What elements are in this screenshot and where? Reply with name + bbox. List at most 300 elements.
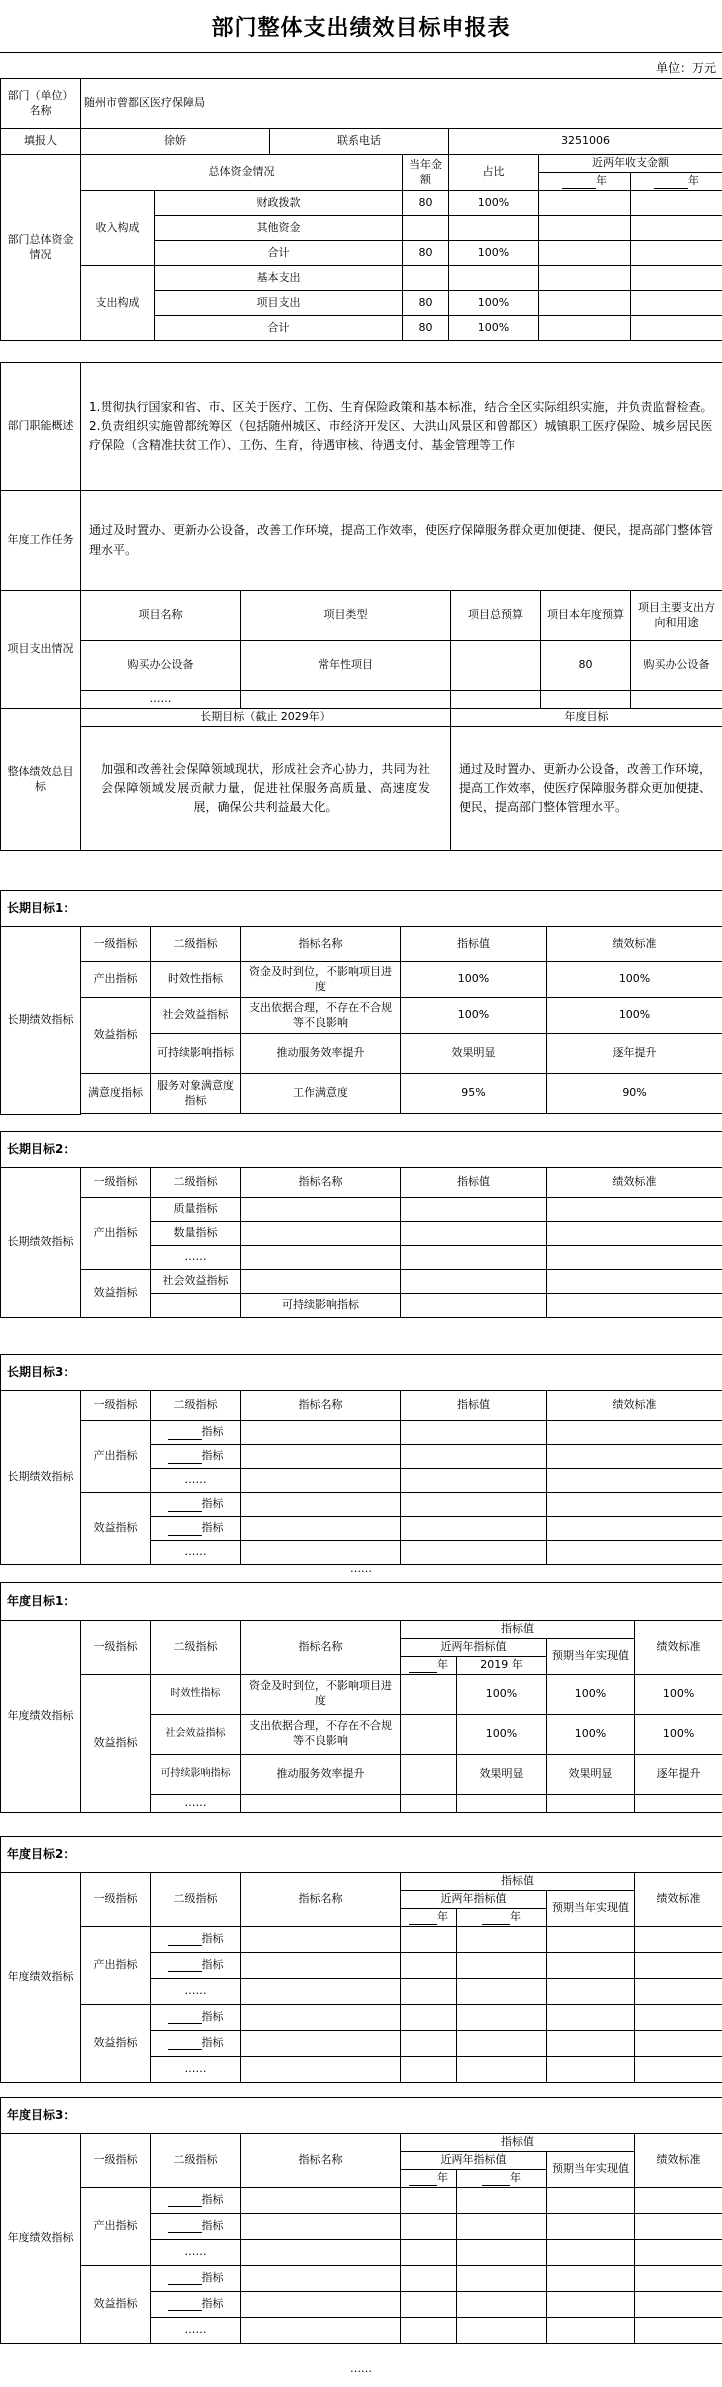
empty-cell [241,1421,401,1445]
empty-cell [457,1794,547,1812]
empty-cell [547,1294,722,1318]
year-goal-2 [0,1836,722,2083]
empty-cell [401,1469,547,1493]
empty-cell [635,2187,722,2213]
income-label: 收入构成 [81,191,155,266]
empty-cell [547,2187,635,2213]
project-use: 购买办公设备 [631,641,722,691]
empty-cell [241,1198,401,1222]
table-cell: 支出依据合理，不存在不合规等不良影响 [241,998,401,1034]
final-more: …… [350,2362,372,2375]
table-cell: 预期当年实现值 [547,1638,635,1674]
empty-cell [401,1421,547,1445]
table-cell: 100% [457,1714,547,1754]
empty-cell [401,2030,457,2056]
phone-value: 3251006 [449,129,722,155]
table-cell: 时效性指标 [151,962,241,998]
empty-cell [401,1541,547,1565]
table-cell: 指标名称 [241,1168,401,1198]
empty-cell: 指标 [151,2213,241,2239]
empty-cell [547,2004,635,2030]
empty-cell [401,1294,547,1318]
fund-row-name: 项目支出 [155,291,403,316]
table-cell: 指标值 [401,2134,635,2152]
long-goal-2-title: 长期目标2： [1,1132,722,1168]
table-cell: 工作满意度 [241,1074,401,1114]
project-name: 购买办公设备 [81,641,241,691]
empty-cell [241,2187,401,2213]
long-goal-1-title: 长期目标1： [1,891,722,927]
empty-cell [631,691,722,709]
empty-cell: 年 [457,1908,547,1926]
table-cell: 一级指标 [81,1391,151,1421]
empty-cell [631,216,722,241]
empty-cell [635,1952,722,1978]
table-cell: 指标名称 [241,1873,401,1927]
table-cell: 资金及时到位，不影响项目进度 [241,1674,401,1714]
table-cell: …… [151,1469,241,1493]
project-header: 项目主要支出方向和用途 [631,591,722,641]
table-cell: 社会效益指标 [151,1714,241,1754]
empty-cell [635,2291,722,2317]
table-cell: 推动服务效率提升 [241,1754,401,1794]
dept-name: 随州市曾都区医疗保障局 [81,79,722,129]
empty-cell: 指标 [151,1952,241,1978]
empty-cell [547,1517,722,1541]
year-indicator-label: 年度绩效指标 [1,1621,81,1813]
empty-cell [547,1952,635,1978]
project-header: 项目类型 [241,591,451,641]
table-cell: 100% [547,998,722,1034]
empty-cell [451,691,541,709]
empty-cell [547,2291,635,2317]
table-cell: 100% [635,1714,722,1754]
table-cell: 支出依据合理，不存在不合规等不良影响 [241,1714,401,1754]
table-cell: 资金及时到位，不影响项目进度 [241,962,401,998]
empty-cell [457,2056,547,2082]
empty-cell [547,2056,635,2082]
empty-cell [401,1978,457,2004]
empty-cell [539,241,631,266]
table-cell: 质量指标 [151,1198,241,1222]
table-cell: 100% [547,1674,635,1714]
empty-cell [241,2213,401,2239]
table-cell: 推动服务效率提升 [241,1034,401,1074]
empty-cell [401,1270,547,1294]
table-cell: 效益指标 [81,1493,151,1565]
empty-cell [241,2004,401,2030]
empty-cell [547,2239,635,2265]
empty-cell [241,2317,401,2343]
table-cell: 100% [401,998,547,1034]
empty-cell [547,2317,635,2343]
empty-cell: 指标 [151,2187,241,2213]
filler-label: 填报人 [1,129,81,155]
table-cell: 100% [635,1674,722,1714]
empty-cell [539,191,631,216]
fund-row-name: 其他资金 [155,216,403,241]
empty-cell [635,2213,722,2239]
table-cell: 预期当年实现值 [547,2151,635,2187]
table-cell: 绩效标准 [547,1391,722,1421]
year-goal-2-title: 年度目标2： [1,1837,722,1873]
year-target-header: 年度目标 [451,709,722,727]
table-cell: 指标值 [401,1621,635,1639]
funds-header-amount: 当年金额 [403,155,449,191]
long-goal-3 [0,1354,722,1565]
table-cell: 社会效益指标 [151,998,241,1034]
empty-cell [401,1517,547,1541]
empty-cell [401,2291,457,2317]
long-goal-1 [0,890,722,1115]
table-cell: 可持续影响指标 [241,1294,401,1318]
table-cell: 80 [403,316,449,341]
table-cell: 95% [401,1074,547,1114]
empty-cell [241,1270,401,1294]
table-cell: 指标值 [401,927,547,962]
table-cell: 二级指标 [151,1621,241,1675]
project-total [451,641,541,691]
table-cell: 逐年提升 [635,1754,722,1794]
empty-cell [547,1493,722,1517]
table-cell: 80 [403,241,449,266]
empty-cell [401,1246,547,1270]
table-cell: 100% [449,241,539,266]
functions-label: 部门职能概述 [1,363,81,491]
table-cell: 100% [547,1714,635,1754]
long-goal-3-title: 长期目标3： [1,1355,722,1391]
produce-label: 产出指标 [81,962,151,998]
table-cell: 预期当年实现值 [547,1890,635,1926]
table-cell: 效益指标 [81,2004,151,2082]
table-cell: …… [151,1794,241,1812]
table-cell: 100% [401,962,547,998]
empty-cell [547,2265,635,2291]
empty-cell [635,2265,722,2291]
fund-row-name: 基本支出 [155,266,403,291]
fund-row-name: 合计 [155,241,403,266]
table-cell: 100% [457,1674,547,1714]
empty-cell [401,1754,457,1794]
table-cell: 一级指标 [81,2134,151,2188]
empty-cell: 指标 [151,1445,241,1469]
page-title: 部门整体支出绩效目标申报表 [211,15,511,41]
long-goals-more: …… [350,1562,372,1575]
overall-label: 整体绩效总目标 [1,709,81,851]
table-cell: 二级指标 [151,927,241,962]
table-cell: 指标值 [401,1168,547,1198]
empty-cell [457,2030,547,2056]
empty-cell [241,1926,401,1952]
empty-cell [401,1952,457,1978]
phone-label: 联系电话 [270,129,449,155]
table-cell: 效果明显 [547,1754,635,1794]
table-cell: 效果明显 [401,1034,547,1074]
table-cell: 二级指标 [151,2134,241,2188]
table-cell: …… [151,1978,241,2004]
empty-cell [81,1114,722,1115]
empty-cell [457,2317,547,2343]
long-target-text: 加强和改善社会保障领域现状，形成社会齐心协力，共同为社会保障领域发展贡献力量，促进社保服务高质量、高速度发展，确保公共利益最大化。 [81,727,451,851]
project-annual: 80 [541,641,631,691]
empty-cell [241,2030,401,2056]
year-target-text: 通过及时置办、更新办公设备，改善工作环境，提高工作效率，使医疗保障服务群众更加便捷、便民，提高部门整体管理水平。 [451,727,722,851]
table-cell: 效益指标 [81,2265,151,2343]
empty-cell [631,291,722,316]
empty-cell [241,1978,401,2004]
year-goal-1-title: 年度目标1： [1,1583,722,1621]
table-cell: 绩效标准 [547,1168,722,1198]
empty-cell [631,266,722,291]
table-cell: 一级指标 [81,1873,151,1927]
funds-header-total: 总体资金情况 [81,155,403,191]
empty-cell [547,2030,635,2056]
empty-cell [401,1794,457,1812]
table-cell: 近两年指标值 [401,1638,547,1656]
empty-cell: 指标 [151,1421,241,1445]
table-cell: …… [151,1541,241,1565]
empty-cell [547,1541,722,1565]
table-cell: 可持续影响指标 [151,1754,241,1794]
empty-cell [241,2265,401,2291]
empty-cell [547,1421,722,1445]
empty-cell [631,241,722,266]
empty-cell [635,1794,722,1812]
table-cell: 数量指标 [151,1222,241,1246]
empty-cell: 指标 [151,2265,241,2291]
table-cell: 一级指标 [81,927,151,962]
empty-cell [457,2187,547,2213]
empty-cell: 年 [401,2169,457,2187]
table-cell: 近两年指标值 [401,1890,547,1908]
table-cell: 绩效标准 [547,927,722,962]
empty-cell [401,1674,457,1714]
table-cell: 指标名称 [241,1621,401,1675]
table-cell: 产出指标 [81,2187,151,2265]
empty-cell [241,2239,401,2265]
project-more: …… [81,691,241,709]
table-cell: 90% [547,1074,722,1114]
empty-cell [635,2030,722,2056]
empty-cell [547,1198,722,1222]
project-type: 常年性项目 [241,641,451,691]
empty-cell [241,1445,401,1469]
empty-cell [539,216,631,241]
fund-row-ratio: 100% [449,191,539,216]
table-cell: …… [151,2239,241,2265]
empty-cell [635,1978,722,2004]
empty-cell [547,1445,722,1469]
empty-cell [635,2056,722,2082]
empty-cell [547,1794,635,1812]
project-header: 项目名称 [81,591,241,641]
table-cell [403,266,449,291]
long-target-header: 长期目标（截止 2029年） [81,709,451,727]
empty-cell [457,2291,547,2317]
funds-header-recent: 近两年收支金额 [539,155,722,173]
recent-year-1: 年 [539,173,631,191]
table-cell: 效果明显 [457,1754,547,1794]
header-table [0,78,722,341]
functions-text: 1.贯彻执行国家和省、市、区关于医疗、工伤、生育保险政策和基本标准，结合全区实际组织实施，并负责监督检查。 2.负责组织实施曾都统筹区（包括随州城区、市经济开发区、大洪山风景区和曾都区）城镇职工医疗保险、城乡居民医疗保险（含精准扶贫工作）、工伤、生育，待遇审核、待遇支付、基金管理等工作 [81,363,722,491]
year-goal-3-title: 年度目标3： [1,2098,722,2134]
empty-cell [401,1222,547,1246]
empty-cell: 年 [457,2169,547,2187]
annual-task-label: 年度工作任务 [1,491,81,591]
table-cell: 绩效标准 [635,1621,722,1675]
empty-cell [241,691,451,709]
year-goal-3 [0,2097,722,2344]
table-cell: 时效性指标 [151,1674,241,1714]
empty-cell: 指标 [151,2030,241,2056]
long-indicator-label: 长期绩效指标 [1,927,81,1115]
empty-cell [635,2317,722,2343]
table-cell [403,216,449,241]
empty-cell [401,2187,457,2213]
empty-cell [401,1445,547,1469]
empty-cell: 指标 [151,1493,241,1517]
table-cell: 二级指标 [151,1168,241,1198]
dept-label: 部门（单位）名称 [1,79,81,129]
table-cell: 一级指标 [81,1168,151,1198]
empty-cell [401,1714,457,1754]
table-cell: 产出指标 [81,1421,151,1493]
empty-cell [547,1222,722,1246]
project-header: 项目总预算 [451,591,541,641]
table-cell: 指标名称 [241,2134,401,2188]
empty-cell [539,316,631,341]
empty-cell [241,1541,401,1565]
table-cell: 近两年指标值 [401,2151,547,2169]
table-cell: 一级指标 [81,1621,151,1675]
table-cell: 二级指标 [151,1391,241,1421]
year-goal-1 [0,1582,722,1813]
empty-cell: 指标 [151,1926,241,1952]
table-cell: 100% [449,316,539,341]
empty-cell [541,691,631,709]
long-goal-2 [0,1131,722,1318]
table-cell: 100% [449,291,539,316]
empty-cell [457,1978,547,2004]
overview-table [0,362,722,851]
table-cell: 80 [403,291,449,316]
table-cell: 产出指标 [81,1926,151,2004]
empty-cell [457,2213,547,2239]
table-cell: 绩效标准 [635,2134,722,2188]
empty-cell: 指标 [151,2004,241,2030]
filler-name: 徐娇 [81,129,270,155]
empty-cell [241,1493,401,1517]
table-cell: 指标值 [401,1873,635,1891]
empty-cell [241,1794,401,1812]
empty-cell [457,2004,547,2030]
recent-year-2: 年 [631,173,722,191]
empty-cell [457,2239,547,2265]
unit-label: 单位：万元 [0,52,722,78]
empty-cell [401,2317,457,2343]
table-cell: 二级指标 [151,1873,241,1927]
empty-cell [151,1294,241,1318]
empty-cell [631,191,722,216]
table-cell: 指标名称 [241,927,401,962]
empty-cell [547,1246,722,1270]
empty-cell: 年 [401,1908,457,1926]
table-cell: 2019 年 [457,1656,547,1674]
empty-cell [241,1517,401,1541]
table-cell: 可持续影响指标 [151,1034,241,1074]
table-cell [449,266,539,291]
empty-cell [401,2056,457,2082]
table-cell: …… [151,2317,241,2343]
table-cell: 效益指标 [81,1270,151,1318]
funds-header-ratio: 占比 [449,155,539,191]
long-indicator-label: 长期绩效指标 [1,1168,81,1318]
table-cell: 逐年提升 [547,1034,722,1074]
empty-cell [635,1926,722,1952]
project-header: 项目本年度预算 [541,591,631,641]
empty-cell [401,1198,547,1222]
satisfy-label: 满意度指标 [81,1074,151,1114]
empty-cell [547,1978,635,2004]
table-cell [449,216,539,241]
empty-cell: 指标 [151,1517,241,1541]
empty-cell [241,1952,401,1978]
table-cell: 效益指标 [81,1674,151,1812]
table-cell: …… [151,2056,241,2082]
fund-row-amount: 80 [403,191,449,216]
empty-cell [401,1493,547,1517]
projects-label: 项目支出情况 [1,591,81,709]
annual-task-text: 通过及时置办、更新办公设备，改善工作环境，提高工作效率，使医疗保障服务群众更加便捷、便民，提高部门整体管理水平。 [81,491,722,591]
table-cell: 绩效标准 [635,1873,722,1927]
empty-cell [401,2213,457,2239]
empty-cell [457,2265,547,2291]
table-cell: 100% [547,962,722,998]
empty-cell [241,2056,401,2082]
empty-cell [547,1926,635,1952]
table-cell: …… [151,1246,241,1270]
expense-label: 支出构成 [81,266,155,341]
empty-cell [539,291,631,316]
empty-cell [401,2265,457,2291]
empty-cell [401,1926,457,1952]
empty-cell [631,316,722,341]
benefit-label: 效益指标 [81,998,151,1074]
table-cell: 年度绩效指标 [1,1873,81,2083]
empty-cell [401,2004,457,2030]
table-cell: 服务对象满意度指标 [151,1074,241,1114]
table-cell: 指标值 [401,1391,547,1421]
empty-cell [241,2291,401,2317]
table-cell: 指标名称 [241,1391,401,1421]
fund-row-name: 合计 [155,316,403,341]
empty-cell [241,1222,401,1246]
empty-cell [635,2004,722,2030]
empty-cell [457,1952,547,1978]
empty-cell [457,1926,547,1952]
empty-cell [547,2213,635,2239]
empty-cell [241,1246,401,1270]
empty-cell: 指标 [151,2291,241,2317]
empty-cell [547,1270,722,1294]
empty-cell [401,2239,457,2265]
empty-cell [547,1469,722,1493]
empty-cell [241,1469,401,1493]
empty-cell [635,2239,722,2265]
table-cell: 社会效益指标 [151,1270,241,1294]
table-cell: 产出指标 [81,1198,151,1270]
fund-row-name: 财政拨款 [155,191,403,216]
